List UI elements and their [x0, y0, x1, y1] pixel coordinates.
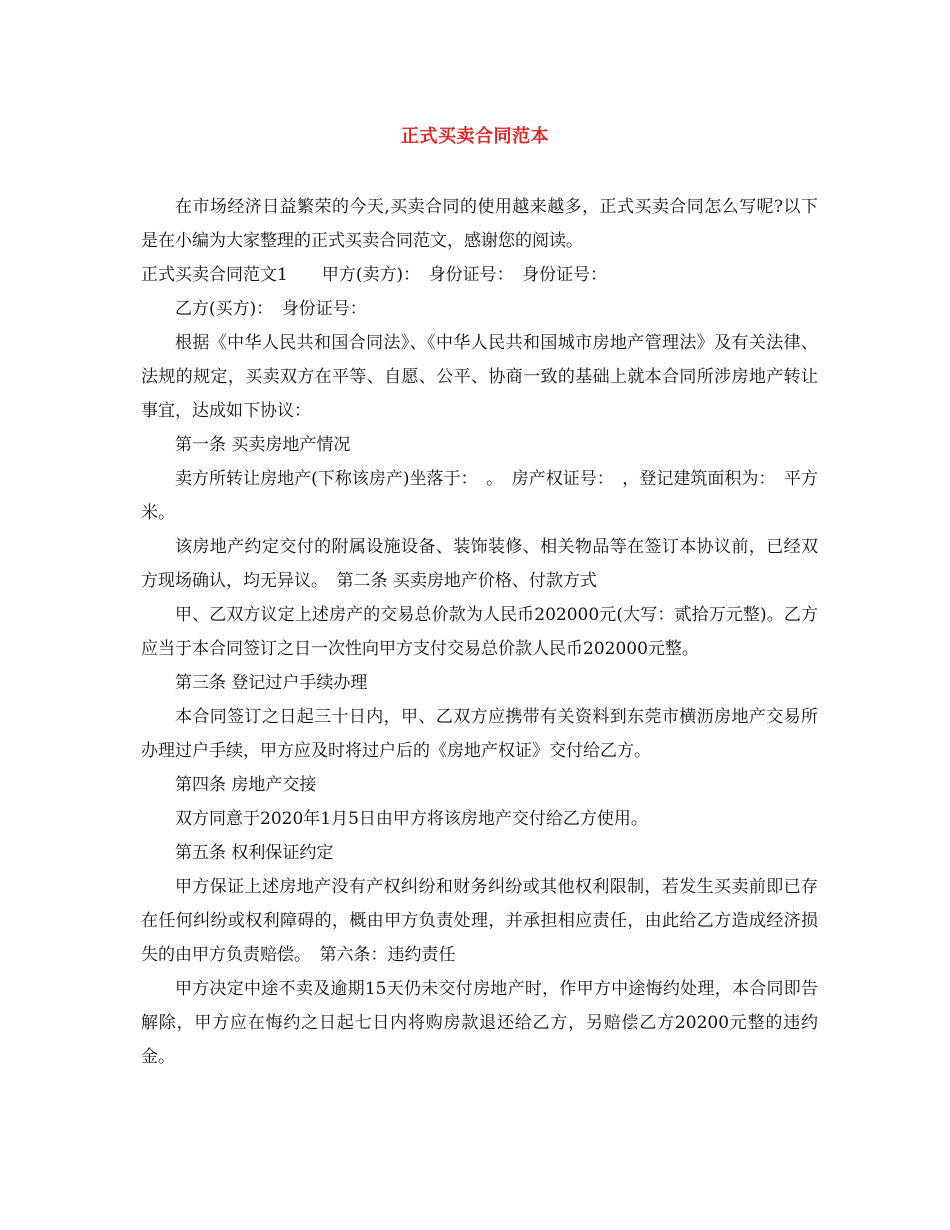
paragraph-legal-basis: 根据《中华人民共和国合同法》、《中华人民共和国城市房地产管理法》及有关法律、法规的规定，买卖双方在平等、自愿、公平、协商一致的基础上就本合同所涉房地产转让事宜，达成如下协议： — [141, 333, 818, 421]
article-1-heading: 第一条 买卖房地产情况 — [175, 435, 351, 455]
document-body — [141, 190, 818, 1074]
paragraph-guarantee: 甲方保证上述房地产没有产权纠纷和财务纠纷或其他权利限制，若发生买卖前即已存在任何纠纷或权利障碍的，概由甲方负责处理，并承担相应责任，由此给乙方造成经济损失的由甲方负责赔偿。 第六条：违约责任 — [141, 877, 818, 965]
paragraph-handover: 双方同意于2020年1月5日由甲方将该房地产交付给乙方使用。 — [175, 809, 648, 829]
paragraph-party-b: 乙方(买方)： 身份证号： — [175, 299, 367, 319]
article-3-heading: 第三条 登记过户手续办理 — [175, 673, 368, 693]
paragraph-sample-heading: 正式买卖合同范文1 甲方(卖方)： 身份证号： 身份证号： — [141, 265, 608, 285]
paragraph-fixtures: 该房地产约定交付的附属设施设备、装饰装修、相关物品等在签订本协议前，已经双方现场确认，均无异议。 第二条 买卖房地产价格、付款方式 — [141, 537, 818, 591]
paragraph-property-location: 卖方所转让房地产(下称该房产)坐落于： 。 房产权证号： ，登记建筑面积为： 平方米。 — [141, 469, 818, 523]
article-4-heading: 第四条 房地产交接 — [175, 775, 317, 795]
paragraph-price: 甲、乙双方议定上述房产的交易总价款为人民币202000元(大写：贰拾万元整)。乙方应当于本合同签订之日一次性向甲方支付交易总价款人民币202000元整。 — [141, 605, 818, 659]
paragraph-breach: 甲方决定中途不卖及逾期15天仍未交付房地产时，作甲方中途悔约处理，本合同即告解除，甲方应在悔约之日起七日内将购房款退还给乙方，另赔偿乙方20200元整的违约金。 — [141, 979, 818, 1067]
article-5-heading: 第五条 权利保证约定 — [175, 843, 334, 863]
paragraph-intro: 在市场经济日益繁荣的今天,买卖合同的使用越来越多，正式买卖合同怎么写呢?以下是在小编为大家整理的正式买卖合同范文，感谢您的阅读。 — [141, 197, 818, 251]
document-title: 正式买卖合同范本 — [401, 126, 549, 147]
paragraph-transfer: 本合同签订之日起三十日内，甲、乙双方应携带有关资料到东莞市横沥房地产交易所办理过户手续，甲方应及时将过户后的《房地产权证》交付给乙方。 — [141, 707, 818, 761]
